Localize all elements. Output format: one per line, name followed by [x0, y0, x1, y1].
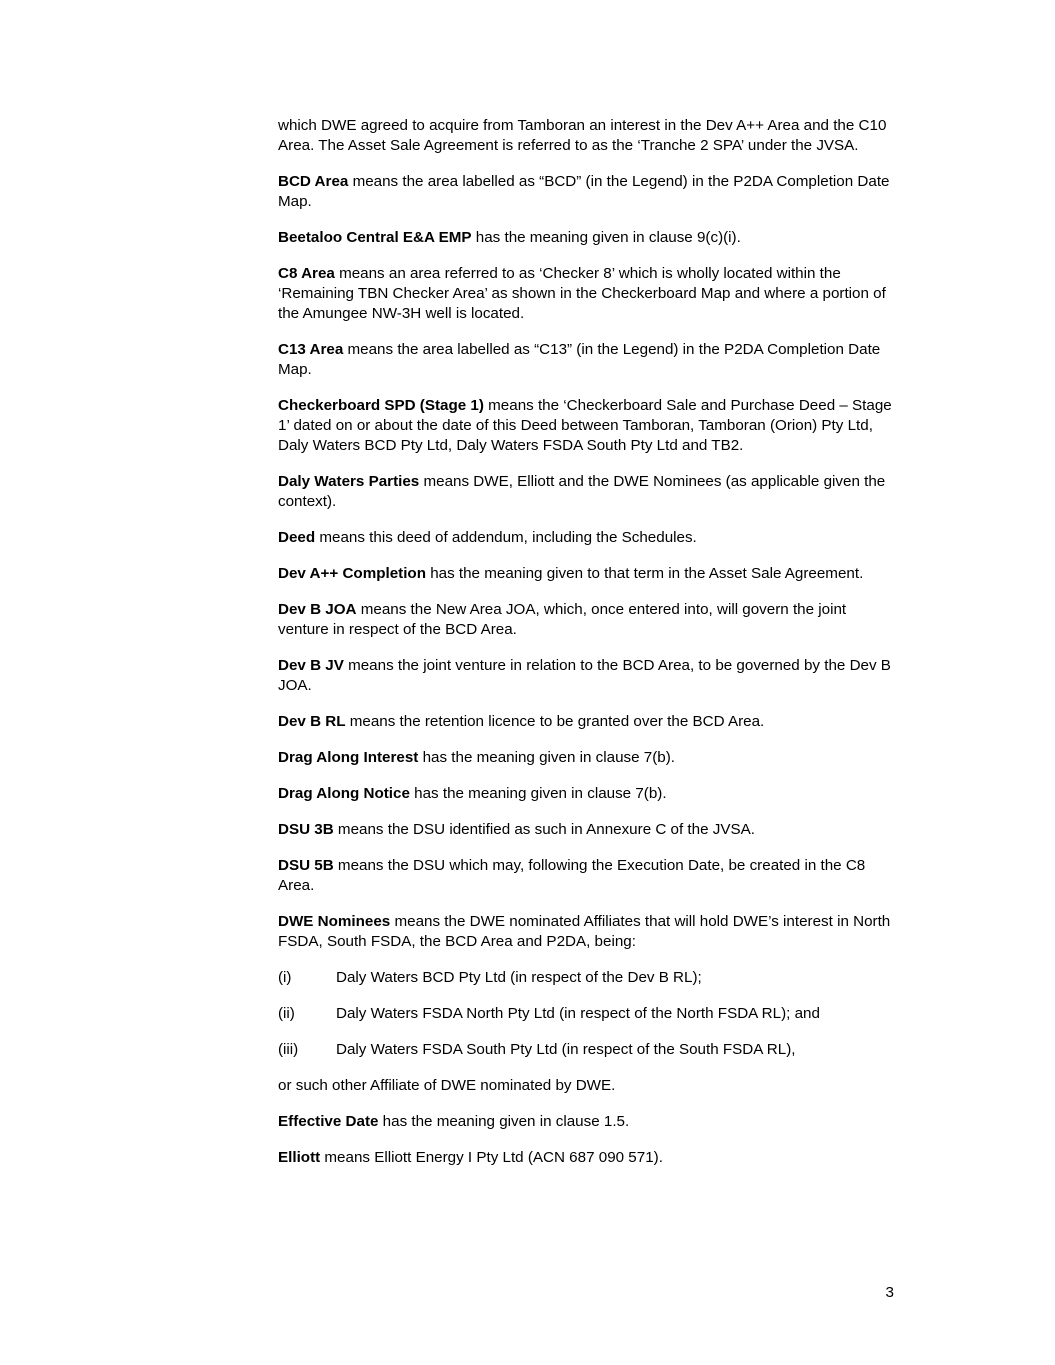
definition-text: means the area labelled as “BCD” (in the Legend) in the P2DA Completion Date Map. — [278, 173, 890, 210]
definition-elliott — [278, 1148, 893, 1168]
page-number: 3 — [885, 1284, 894, 1301]
after-list-paragraph: or such other Affiliate of DWE nominated by DWE. — [278, 1077, 616, 1094]
definition-effective-date — [278, 1112, 893, 1132]
list-item — [278, 1004, 893, 1024]
list-item-text: Daly Waters FSDA South Pty Ltd (in respect of the South FSDA RL), — [336, 1041, 796, 1058]
definition-dsu-3b — [278, 820, 893, 840]
definition-term: Dev B RL — [278, 713, 346, 730]
definition-term: Daly Waters Parties — [278, 473, 420, 490]
definition-deed — [278, 528, 893, 548]
list-item — [278, 968, 893, 988]
list-item-text: Daly Waters BCD Pty Ltd (in respect of the Dev B RL); — [336, 969, 702, 986]
definition-term: Dev B JV — [278, 657, 344, 674]
definition-daly-waters-parties — [278, 472, 893, 512]
definition-drag-along-interest — [278, 748, 893, 768]
definition-checkerboard-spd — [278, 396, 893, 456]
definition-term: Beetaloo Central E&A EMP — [278, 229, 472, 246]
definition-dev-b-joa — [278, 600, 893, 640]
definition-text: means the retention licence to be granted over the BCD Area. — [345, 713, 765, 730]
definition-text: means the joint venture in relation to the BCD Area, to be governed by the Dev B JOA. — [278, 657, 891, 694]
definition-term: C13 Area — [278, 341, 344, 358]
definition-text: has the meaning given in clause 7(b). — [418, 749, 676, 766]
definition-bcd-area — [278, 172, 893, 212]
definition-text: has the meaning given in clause 1.5. — [378, 1113, 630, 1130]
definition-text: has the meaning given in clause 9(c)(i). — [471, 229, 741, 246]
definition-text: means the area labelled as “C13” (in the Legend) in the P2DA Completion Date Map. — [278, 341, 881, 378]
definition-text: has the meaning given in clause 7(b). — [409, 785, 667, 802]
definition-term: Effective Date — [278, 1113, 379, 1130]
definition-text: means DWE, Elliott and the DWE Nominees (as applicable given the context). — [278, 473, 886, 510]
definition-c13-area — [278, 340, 893, 380]
definition-dev-b-rl — [278, 712, 893, 732]
definition-dwe-nominees — [278, 912, 893, 952]
definition-text: means the ‘Checkerboard Sale and Purchase Deed – Stage 1’ dated on or about the date of this Deed between Tamboran, Tamboran (Orion) Pty Ltd, Daly Waters BCD Pty Ltd, Daly Waters FSDA South Pty Ltd and TB2. — [278, 397, 892, 454]
definition-text: means the DSU which may, following the Execution Date, be created in the C8 Area. — [278, 857, 866, 894]
definition-text: means the DSU identified as such in Annexure C of the JVSA. — [333, 821, 755, 838]
list-item-number: (ii) — [278, 1005, 295, 1022]
definition-dsu-5b — [278, 856, 893, 896]
intro-paragraph: which DWE agreed to acquire from Tamboran an interest in the Dev A++ Area and the C10 Area. The Asset Sale Agreement is referred to as the ‘Tranche 2 SPA’ under the JVSA. — [278, 117, 887, 154]
definition-term: Checkerboard SPD (Stage 1) — [278, 397, 484, 414]
definition-term: Deed — [278, 529, 316, 546]
definition-term: C8 Area — [278, 265, 335, 282]
definition-term: Elliott — [278, 1149, 321, 1166]
definition-term: Drag Along Interest — [278, 749, 419, 766]
definition-term: BCD Area — [278, 173, 349, 190]
definition-c8-area — [278, 264, 893, 324]
list-item — [278, 1040, 893, 1060]
definition-text: means this deed of addendum, including the Schedules. — [315, 529, 697, 546]
definition-dev-b-jv — [278, 656, 893, 696]
definition-text: means the New Area JOA, which, once entered into, will govern the joint venture in respect of the BCD Area. — [278, 601, 847, 638]
definition-text: means an area referred to as ‘Checker 8’ which is wholly located within the ‘Remaining TBN Checker Area’ as shown in the Checkerboard Map and where a portion of the Amungee NW-3H well is located. — [278, 265, 886, 322]
definition-text: has the meaning given to that term in the Asset Sale Agreement. — [425, 565, 864, 582]
definition-term: DSU 5B — [278, 857, 334, 874]
list-item-text: Daly Waters FSDA North Pty Ltd (in respect of the North FSDA RL); and — [336, 1005, 820, 1022]
definition-dev-a-completion — [278, 564, 893, 584]
list-item-number: (i) — [278, 969, 292, 986]
definition-text: means the DWE nominated Affiliates that will hold DWE’s interest in North FSDA, South FSDA, the BCD Area and P2DA, being: — [278, 913, 891, 950]
page-content — [278, 116, 893, 1184]
definition-term: DWE Nominees — [278, 913, 391, 930]
definition-drag-along-notice — [278, 784, 893, 804]
definition-beetaloo-central — [278, 228, 893, 248]
definition-text: means Elliott Energy I Pty Ltd (ACN 687 090 571). — [320, 1149, 663, 1166]
definition-term: Drag Along Notice — [278, 785, 410, 802]
definition-term: DSU 3B — [278, 821, 334, 838]
definition-term: Dev A++ Completion — [278, 565, 426, 582]
definition-term: Dev B JOA — [278, 601, 357, 618]
list-item-number: (iii) — [278, 1041, 299, 1058]
